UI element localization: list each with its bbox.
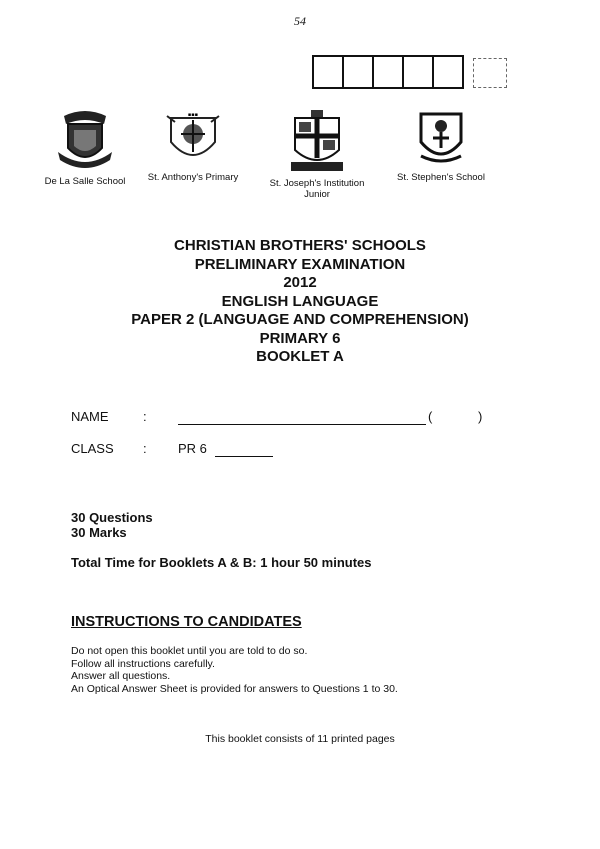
instructions-heading: INSTRUCTIONS TO CANDIDATES bbox=[71, 614, 302, 630]
crest-st-stephen-icon bbox=[413, 108, 469, 170]
title-line: BOOKLET A bbox=[256, 348, 344, 365]
crest-st-joseph-icon bbox=[287, 108, 347, 176]
instruction-item: Answer all questions. bbox=[71, 670, 171, 682]
title-line: PRELIMINARY EXAMINATION bbox=[194, 255, 406, 273]
school-name: St. Stephen's School bbox=[397, 172, 485, 183]
index-box bbox=[314, 57, 344, 87]
exam-title bbox=[0, 237, 600, 367]
title-line: ENGLISH LANGUAGE bbox=[221, 292, 379, 310]
total-time: Total Time for Booklets A & B: 1 hour 50 minutes bbox=[71, 555, 372, 570]
name-label: NAME bbox=[71, 409, 109, 424]
question-count: 30 Questions bbox=[71, 510, 153, 525]
school-st-anthony bbox=[138, 108, 248, 183]
class-prefix: PR 6 bbox=[178, 441, 207, 456]
class-label: CLASS bbox=[71, 441, 114, 456]
class-colon: : bbox=[143, 441, 147, 456]
school-st-joseph bbox=[262, 108, 372, 200]
register-paren-open: ( bbox=[428, 409, 433, 424]
school-name: De La Salle School bbox=[44, 176, 126, 187]
index-box bbox=[434, 57, 462, 87]
crest-st-anthony-icon bbox=[165, 108, 221, 170]
mark-count: 30 Marks bbox=[71, 525, 127, 540]
instruction-item: An Optical Answer Sheet is provided for answers to Questions 1 to 30. bbox=[71, 682, 398, 695]
title-line: PAPER 2 (LANGUAGE AND COMPREHENSION) bbox=[131, 311, 469, 328]
corner-stamp-box bbox=[473, 58, 507, 88]
name-colon: : bbox=[143, 409, 147, 424]
name-input-line[interactable] bbox=[178, 424, 426, 425]
svg-text:▪▪▪: ▪▪▪ bbox=[187, 112, 199, 118]
instruction-item: Do not open this booklet until you are told to do so. bbox=[71, 645, 308, 657]
index-box bbox=[404, 57, 434, 87]
class-input-line[interactable] bbox=[215, 456, 273, 457]
school-de-la-salle bbox=[30, 108, 140, 187]
school-st-stephen bbox=[386, 108, 496, 183]
title-line: PRIMARY 6 bbox=[259, 329, 341, 347]
register-paren-close: ) bbox=[478, 409, 483, 424]
school-name: St. Joseph's Institution Junior bbox=[269, 178, 365, 200]
index-box bbox=[344, 57, 374, 87]
title-line: CHRISTIAN BROTHERS' SCHOOLS bbox=[174, 237, 426, 254]
instruction-item: Follow all instructions carefully. bbox=[71, 657, 215, 670]
page-number: 54 bbox=[294, 14, 306, 28]
school-name: St. Anthony's Primary bbox=[147, 172, 239, 183]
school-crests bbox=[44, 108, 510, 208]
instructions-list bbox=[71, 645, 398, 695]
index-number-boxes bbox=[312, 55, 464, 89]
crest-de-la-salle-icon bbox=[54, 108, 116, 174]
page-count-footer: This booklet consists of 11 printed pages bbox=[205, 733, 395, 745]
index-box bbox=[374, 57, 404, 87]
title-line: 2012 bbox=[283, 274, 317, 291]
